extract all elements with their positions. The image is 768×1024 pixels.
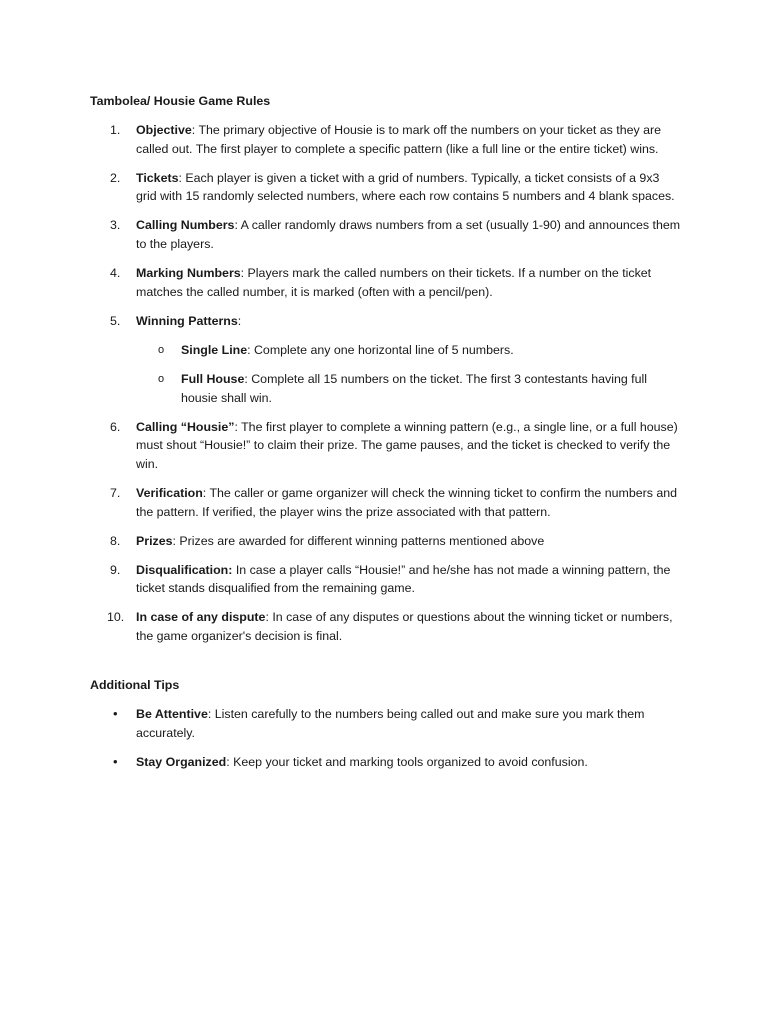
rules-list xyxy=(0,121,768,656)
rule-number: 8. xyxy=(110,533,121,548)
bullet-icon: • xyxy=(113,706,118,721)
rule-item-prizes xyxy=(0,532,768,551)
rule-text: : In case of any disputes or questions about the winning ticket or numbers, the game organizer's decision is final. xyxy=(136,610,673,643)
rule-item-calling-numbers xyxy=(0,216,768,253)
tips-list xyxy=(0,705,768,782)
rule-number: 6. xyxy=(110,419,121,434)
rule-text: : Prizes are awarded for different winning patterns mentioned above xyxy=(172,533,545,548)
rule-text: : Each player is given a ticket with a grid of numbers. Typically, a ticket consists of a 9x3 grid with 15 randomly selected numbers, where each row contains 5 numbers and 4 blank spaces. xyxy=(136,170,675,204)
rule-item-marking-numbers xyxy=(0,264,768,301)
tip-item-be-attentive xyxy=(0,705,768,742)
rule-number: 7. xyxy=(110,485,121,500)
rule-text: : Players mark the called numbers on their tickets. If a number on the ticket matches the called number, it is marked (often with a pencil/pen). xyxy=(136,266,652,299)
rule-text: : xyxy=(237,313,242,328)
rule-text: : The caller or game organizer will check the winning ticket to confirm the numbers and the pattern. If verified, the player wins the prize associated with that pattern. xyxy=(136,485,678,519)
rule-term: Winning Patterns xyxy=(136,313,238,328)
rule-text: : The primary objective of Housie is to mark off the numbers on your ticket as they are called out. The first player to complete a specific pattern (like a full line or the entire ticket) wins. xyxy=(136,123,662,156)
rule-text: : The first player to complete a winning pattern (e.g., a single line, or a full house) must shout “Housie!” to claim their prize. The game pauses, and the ticket is checked to verify the win. xyxy=(136,419,678,471)
tip-text: : Keep your ticket and marking tools organized to avoid confusion. xyxy=(226,754,588,769)
rule-item-disqualification xyxy=(0,561,768,598)
rule-term: In case of any dispute xyxy=(136,610,266,625)
rule-item-dispute xyxy=(0,608,768,645)
rule-term: Verification xyxy=(136,485,203,500)
winning-patterns-sublist xyxy=(136,341,682,407)
hollow-bullet-icon: o xyxy=(158,372,165,385)
rule-term: Disqualification: xyxy=(136,562,233,577)
rule-text: : A caller randomly draws numbers from a set (usually 1-90) and announces them to the players. xyxy=(136,218,681,251)
tip-text: : Listen carefully to the numbers being called out and make sure you mark them accurately. xyxy=(136,707,645,740)
sub-item-single-line xyxy=(136,341,682,360)
rule-item-objective xyxy=(0,121,768,158)
rule-term: Prizes xyxy=(136,533,173,548)
rule-item-verification xyxy=(0,484,768,521)
rule-term: Tickets xyxy=(136,170,179,185)
rule-number: 4. xyxy=(110,266,121,281)
sub-item-term: Full House xyxy=(181,371,245,386)
rule-number: 10. xyxy=(107,610,125,625)
rule-number: 5. xyxy=(110,313,121,328)
rule-number: 9. xyxy=(110,562,121,577)
document-title: Tambolea/ Housie Game Rules xyxy=(90,94,271,108)
rule-text: In case a player calls “Housie!” and he/she has not made a winning pattern, the ticket stands disqualified from the remaining game. xyxy=(136,562,671,596)
sub-item-full-house xyxy=(136,370,682,407)
tips-heading: Additional Tips xyxy=(90,678,180,692)
sub-item-term: Single Line xyxy=(181,342,248,357)
tip-term: Be Attentive xyxy=(136,707,208,721)
rule-term: Marking Numbers xyxy=(136,266,241,281)
hollow-bullet-icon: o xyxy=(158,343,165,356)
bullet-icon: • xyxy=(113,753,118,769)
rule-term: Calling “Housie” xyxy=(136,419,235,434)
rule-item-tickets xyxy=(0,169,768,206)
rule-item-calling-housie xyxy=(0,418,768,474)
rule-number: 2. xyxy=(110,170,121,185)
rule-term: Calling Numbers xyxy=(136,218,235,233)
sub-item-text: : Complete all 15 numbers on the ticket. The first 3 contestants having full housie shall win. xyxy=(181,371,648,405)
sub-item-text: : Complete any one horizontal line of 5 numbers. xyxy=(247,342,514,357)
rule-term: Objective xyxy=(136,123,192,137)
tip-item-stay-organized xyxy=(0,753,768,772)
rule-number: 1. xyxy=(110,123,121,137)
tip-term: Stay Organized xyxy=(136,754,227,769)
rule-item-winning-patterns xyxy=(0,312,768,407)
rule-number: 3. xyxy=(110,218,121,233)
